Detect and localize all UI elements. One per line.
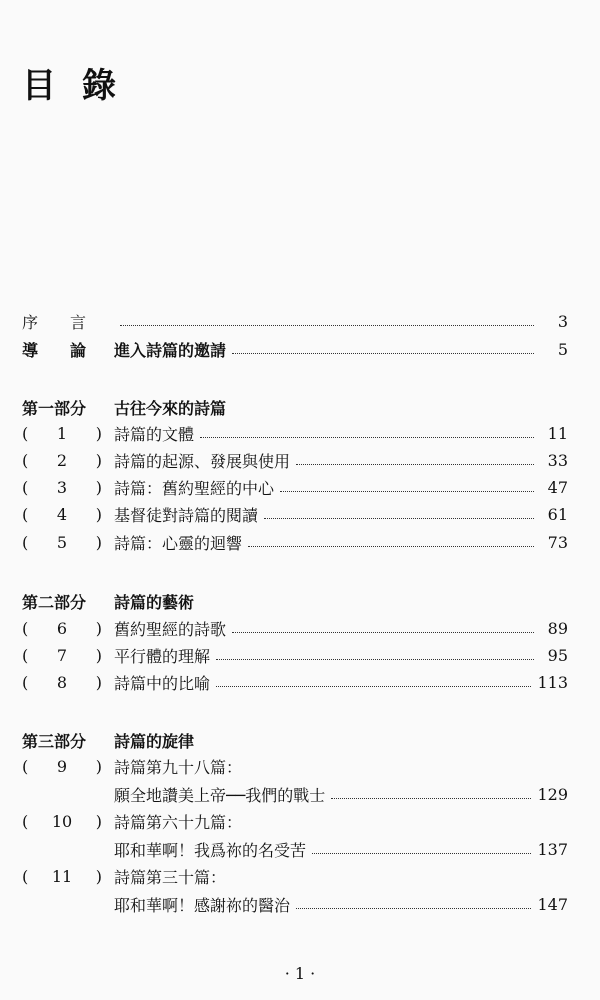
chapter-number: ( 1 ): [22, 423, 102, 443]
toc-entry-chapter-6[interactable]: [22, 613, 568, 643]
page-number: 129: [537, 784, 568, 804]
toc-entry-chapter-3[interactable]: [22, 472, 568, 502]
toc-entry-preface[interactable]: [22, 306, 568, 336]
dot-leader: [280, 490, 534, 492]
entry-title: 進入詩篇的邀請: [114, 340, 227, 360]
dot-leader: [120, 324, 534, 326]
chapter-title: 舊約聖經的詩歌: [114, 619, 227, 639]
toc-entry-chapter-9-heading[interactable]: [22, 751, 568, 781]
page-number: 3: [557, 311, 568, 331]
dot-leader: [248, 545, 534, 547]
dot-leader: [331, 797, 531, 799]
chapter-number: ( 7 ): [22, 645, 102, 665]
dot-leader: [200, 436, 534, 438]
toc-entry-chapter-10-heading[interactable]: [22, 806, 568, 836]
chapter-title: 詩篇的起源、發展與使用: [114, 451, 291, 471]
page-number: 33: [547, 450, 568, 470]
chapter-number: ( 8 ): [22, 672, 102, 692]
toc-entry-chapter-8[interactable]: [22, 667, 568, 697]
page-number: 47: [547, 477, 568, 497]
page-number: 89: [547, 618, 568, 638]
part-label: 第三部分: [22, 731, 87, 751]
toc-entry-chapter-11-heading[interactable]: [22, 861, 568, 891]
chapter-number: ( 11 ): [22, 866, 102, 886]
chapter-title: 平行體的理解: [114, 646, 211, 666]
dot-leader: [296, 907, 531, 909]
toc-entry-chapter-2[interactable]: [22, 445, 568, 475]
chapter-number: ( 4 ): [22, 504, 102, 524]
part-title: 詩篇的藝術: [114, 592, 195, 612]
chapter-subtitle: 耶和華啊！我爲祢的名受苦: [114, 840, 307, 860]
page-number: 147: [537, 894, 568, 914]
entry-label: 序 言: [22, 312, 87, 332]
chapter-title: 詩篇：心靈的迴響: [114, 533, 243, 553]
page-number: 5: [557, 339, 568, 359]
chapter-title: 詩篇：舊約聖經的中心: [114, 478, 275, 498]
chapter-number: ( 3 ): [22, 477, 102, 497]
toc-entry-chapter-11[interactable]: [22, 889, 568, 919]
toc-entry-chapter-10[interactable]: [22, 834, 568, 864]
chapter-title: 詩篇的文體: [114, 424, 195, 444]
chapter-number: ( 6 ): [22, 618, 102, 638]
chapter-title: 詩篇第六十九篇：: [114, 812, 243, 832]
page-number: 73: [547, 532, 568, 552]
part-title: 古往今來的詩篇: [114, 398, 227, 418]
chapter-number: ( 9 ): [22, 756, 102, 776]
entry-label: 導 論: [22, 340, 87, 360]
chapter-number: ( 2 ): [22, 450, 102, 470]
toc-entry-chapter-1[interactable]: [22, 418, 568, 448]
chapter-title: 詩篇中的比喻: [114, 673, 211, 693]
toc-entry-chapter-7[interactable]: [22, 640, 568, 670]
part-title: 詩篇的旋律: [114, 731, 195, 751]
toc-entry-chapter-5[interactable]: [22, 527, 568, 557]
toc-entry-chapter-9[interactable]: [22, 779, 568, 809]
dot-leader: [232, 352, 534, 354]
chapter-title: 詩篇第九十八篇：: [114, 757, 243, 777]
chapter-number: ( 5 ): [22, 532, 102, 552]
dot-leader: [264, 517, 534, 519]
page-number: 11: [547, 423, 568, 443]
part-label: 第一部分: [22, 398, 87, 418]
dot-leader: [312, 852, 531, 854]
page-number: 137: [537, 839, 568, 859]
dot-leader: [296, 463, 534, 465]
page-number: 113: [537, 672, 568, 692]
dot-leader: [232, 631, 534, 633]
toc-entry-chapter-4[interactable]: [22, 499, 568, 529]
chapter-subtitle: 願全地讚美上帝──我們的戰士: [114, 785, 326, 805]
part-label: 第二部分: [22, 592, 87, 612]
dot-leader: [216, 658, 534, 660]
dot-leader: [216, 685, 531, 687]
chapter-number: ( 10 ): [22, 811, 102, 831]
page-number: 95: [547, 645, 568, 665]
page-title: 目錄: [22, 66, 142, 106]
part-heading-2: [22, 586, 568, 616]
chapter-title: 詩篇第三十篇：: [114, 867, 227, 887]
page-footer-number: · 1 ·: [284, 964, 316, 983]
chapter-subtitle: 耶和華啊！感謝祢的醫治: [114, 895, 291, 915]
page-number: 61: [547, 504, 568, 524]
toc-entry-introduction[interactable]: [22, 334, 568, 364]
chapter-title: 基督徒對詩篇的閱讀: [114, 505, 259, 525]
